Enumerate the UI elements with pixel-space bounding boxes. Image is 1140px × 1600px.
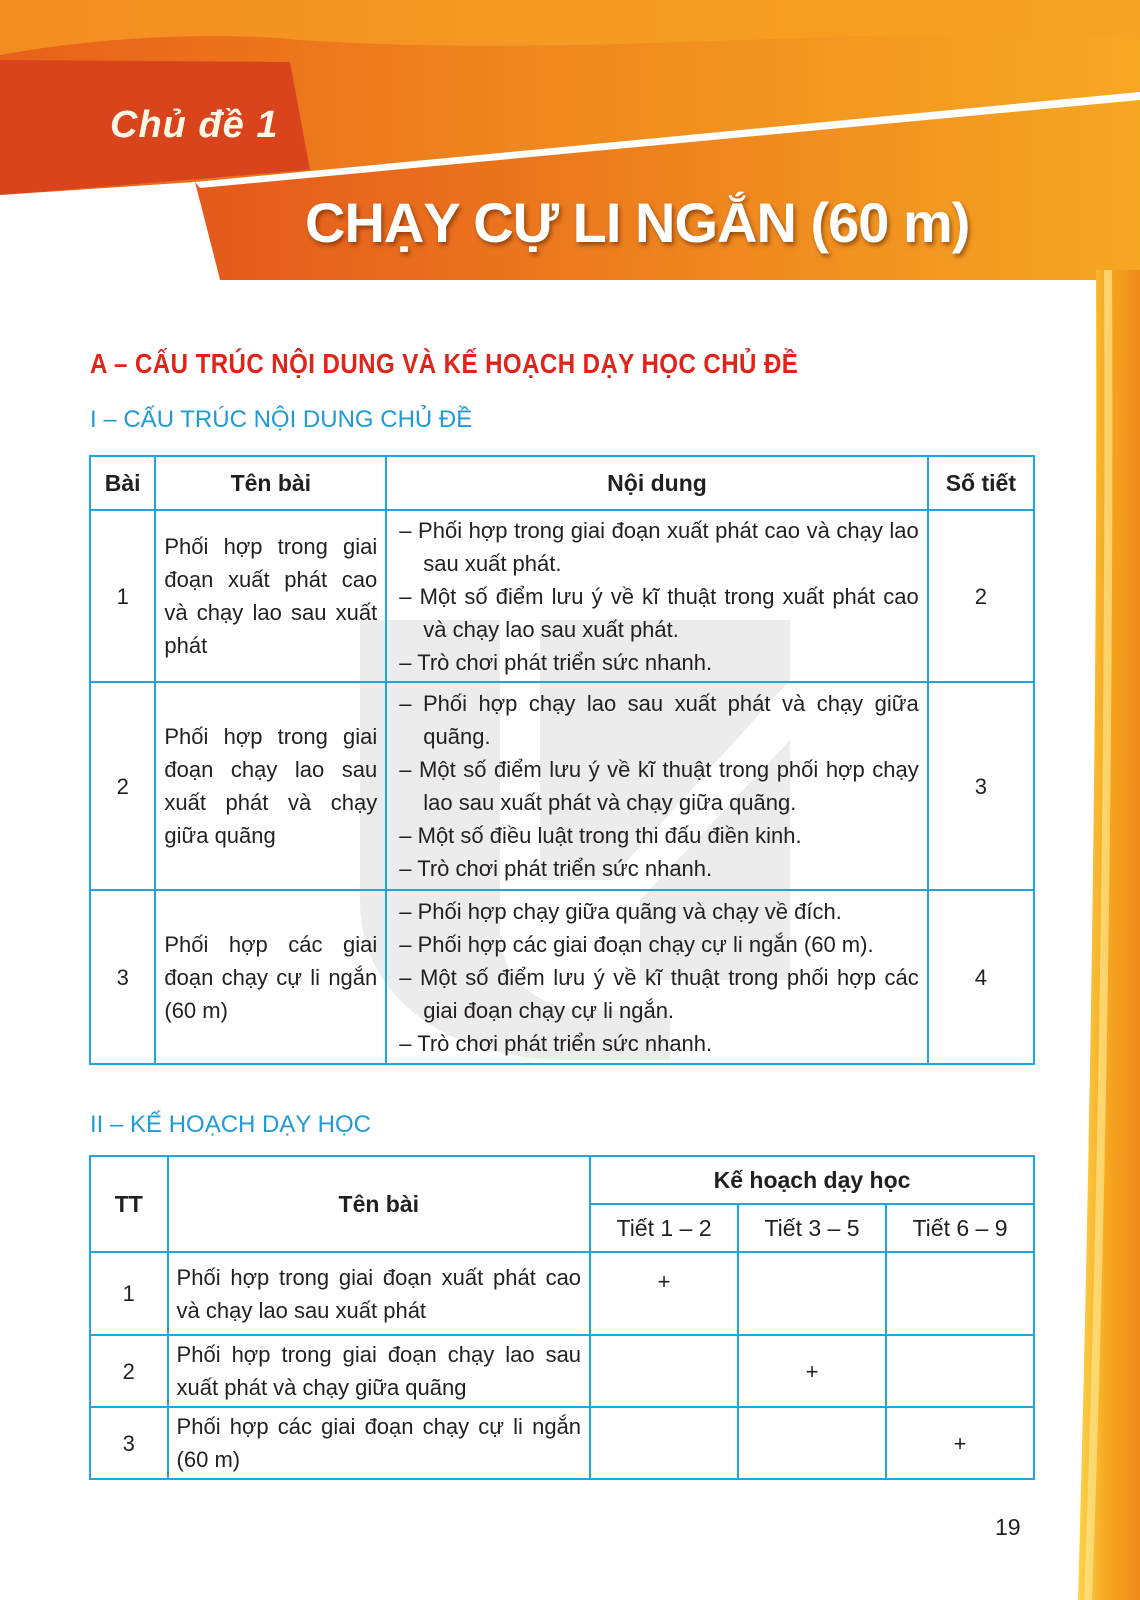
section-1-heading: I – CẤU TRÚC NỘI DUNG CHỦ ĐỀ bbox=[90, 406, 473, 433]
content-item: – Một số điều luật trong thi đấu điền kinh. bbox=[399, 823, 802, 848]
teaching-plan-table bbox=[89, 1155, 1035, 1480]
period-header: Tiết 6 – 9 bbox=[886, 1204, 1034, 1252]
section-2-heading: II – KẾ HOẠCH DẠY HỌC bbox=[90, 1111, 371, 1138]
plan-mark: + bbox=[738, 1335, 886, 1407]
table-header-row bbox=[90, 456, 1034, 510]
side-stripe-decoration bbox=[1078, 270, 1140, 1600]
plan-mark: + bbox=[886, 1407, 1034, 1479]
content-item: – Một số điểm lưu ý về kĩ thuật trong phối hợp các giai đoạn chạy cự li ngắn. bbox=[399, 964, 919, 1023]
col-header-ten-bai: Tên bài bbox=[168, 1156, 591, 1252]
plan-mark bbox=[886, 1335, 1034, 1407]
content-item: – Một số điểm lưu ý về kĩ thuật trong phối hợp chạy lao sau xuất phát và chạy giữa quãng. bbox=[399, 757, 919, 815]
row-bai: 1 bbox=[90, 510, 155, 682]
row-ten-bai: Phối hợp trong giai đoạn chạy lao sau xuất phát và chạy giữa quãng bbox=[168, 1335, 591, 1407]
content-item: – Phối hợp trong giai đoạn xuất phát cao và chạy lao sau xuất phát. bbox=[399, 517, 919, 576]
page-title: CHẠY CỰ LI NGẮN (60 m) bbox=[305, 191, 970, 254]
table-row bbox=[90, 890, 1034, 1064]
row-ten-bai: Phối hợp trong giai đoạn xuất phát cao và chạy lao sau xuất phát bbox=[168, 1252, 591, 1335]
row-ten-bai: Phối hợp trong giai đoạn xuất phát cao và chạy lao sau xuất phát bbox=[155, 510, 386, 682]
table-header-row bbox=[90, 1156, 1034, 1204]
row-tt: 3 bbox=[90, 1407, 168, 1479]
row-tt: 2 bbox=[90, 1335, 168, 1407]
col-header-plan: Kế hoạch dạy học bbox=[590, 1156, 1034, 1204]
row-tt: 1 bbox=[90, 1252, 168, 1335]
content-item: – Trò chơi phát triển sức nhanh. bbox=[399, 1030, 713, 1056]
content-item: – Phối hợp chạy giữa quãng và chạy về đích. bbox=[399, 898, 842, 924]
row-ten-bai: Phối hợp các giai đoạn chạy cự li ngắn (60 m) bbox=[155, 890, 386, 1064]
section-a-heading: A – CẤU TRÚC NỘI DUNG VÀ KẾ HOẠCH DẠY HỌC CHỦ ĐỀ bbox=[90, 348, 799, 379]
row-noi-dung bbox=[386, 682, 927, 890]
plan-mark: + bbox=[590, 1252, 738, 1335]
col-header-noi-dung: Nội dung bbox=[386, 456, 927, 510]
content-item: – Một số điểm lưu ý về kĩ thuật trong xuất phát cao và chạy lao sau xuất phát. bbox=[399, 583, 919, 642]
row-so-tiet: 3 bbox=[928, 682, 1034, 890]
table-row bbox=[90, 1252, 1034, 1335]
col-header-so-tiet: Số tiết bbox=[928, 456, 1034, 510]
content-item: – Trò chơi phát triển sức nhanh. bbox=[399, 856, 713, 881]
content-structure-table bbox=[89, 455, 1035, 1065]
plan-mark bbox=[590, 1335, 738, 1407]
row-so-tiet: 2 bbox=[928, 510, 1034, 682]
plan-mark bbox=[738, 1252, 886, 1335]
col-header-tt: TT bbox=[90, 1156, 168, 1252]
col-header-ten-bai: Tên bài bbox=[155, 456, 386, 510]
plan-mark bbox=[738, 1407, 886, 1479]
row-so-tiet: 4 bbox=[928, 890, 1034, 1064]
row-noi-dung bbox=[386, 890, 927, 1064]
plan-mark bbox=[886, 1252, 1034, 1335]
table-row bbox=[90, 1335, 1034, 1407]
row-bai: 3 bbox=[90, 890, 155, 1064]
topic-label: Chủ đề 1 bbox=[110, 104, 279, 146]
row-ten-bai: Phối hợp trong giai đoạn chạy lao sau xuất phát và chạy giữa quãng bbox=[155, 682, 386, 890]
period-header: Tiết 3 – 5 bbox=[738, 1204, 886, 1252]
content-item: – Trò chơi phát triển sức nhanh. bbox=[399, 649, 713, 675]
table-row bbox=[90, 682, 1034, 890]
page-number: 19 bbox=[995, 1514, 1021, 1540]
col-header-bai: Bài bbox=[90, 456, 155, 510]
content-item: – Phối hợp các giai đoạn chạy cự li ngắn (60 m). bbox=[399, 931, 874, 957]
period-header: Tiết 1 – 2 bbox=[590, 1204, 738, 1252]
row-ten-bai: Phối hợp các giai đoạn chạy cự li ngắn (60 m) bbox=[168, 1407, 591, 1479]
table-row bbox=[90, 510, 1034, 682]
plan-mark bbox=[590, 1407, 738, 1479]
row-bai: 2 bbox=[90, 682, 155, 890]
row-noi-dung bbox=[386, 510, 927, 682]
table-row bbox=[90, 1407, 1034, 1479]
content-item: – Phối hợp chạy lao sau xuất phát và chạy giữa quãng. bbox=[399, 691, 919, 749]
